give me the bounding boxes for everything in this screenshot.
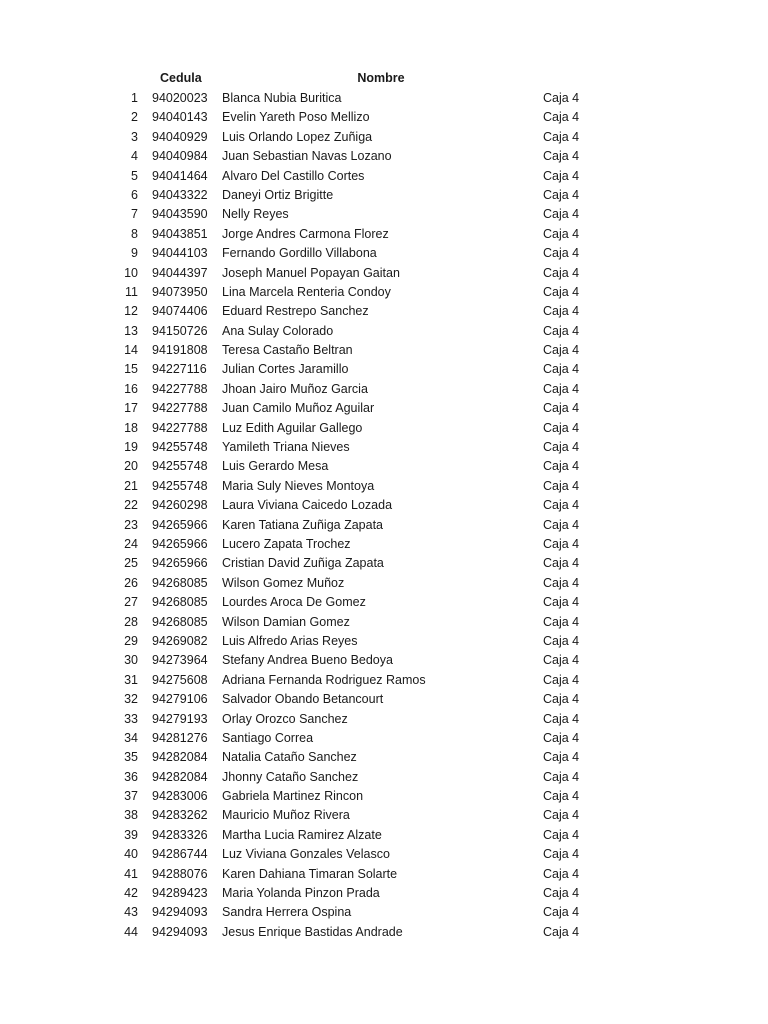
row-number: 1 — [131, 91, 138, 105]
nombre-cell: Joseph Manuel Popayan Gaitan — [222, 265, 400, 280]
table-row — [0, 108, 768, 127]
caja-cell: Caja 4 — [543, 575, 580, 590]
table-row — [0, 205, 768, 224]
table-row — [0, 865, 768, 884]
caja-cell: Caja 4 — [543, 246, 580, 261]
nombre-cell: Cristian David Zuñiga Zapata — [222, 556, 384, 571]
nombre-cell: Stefany Andrea Bueno Bedoya — [222, 653, 393, 668]
row-number: 24 — [124, 536, 138, 551]
row-number: 28 — [124, 614, 138, 629]
row-number: 30 — [124, 653, 138, 668]
cedula-cell: 94255748 — [152, 478, 208, 493]
table-row — [0, 322, 768, 341]
table-row — [0, 845, 768, 864]
row-number: 39 — [124, 827, 138, 842]
table-row — [0, 438, 768, 457]
table-row — [0, 147, 768, 166]
table-row — [0, 613, 768, 632]
caja-cell: Caja 4 — [543, 401, 580, 416]
cedula-cell: 94255748 — [152, 459, 208, 474]
table-row — [0, 264, 768, 283]
row-number: 14 — [124, 343, 138, 358]
cedula-cell: 94227116 — [152, 362, 207, 377]
caja-cell: Caja 4 — [543, 808, 580, 823]
nombre-cell: Jorge Andres Carmona Florez — [222, 226, 389, 241]
nombre-cell: Maria Suly Nieves Montoya — [222, 478, 375, 493]
table-row — [0, 244, 768, 263]
cedula-cell: 94268085 — [152, 575, 208, 590]
caja-cell: Caja 4 — [543, 633, 580, 648]
cedula-cell: 94041464 — [152, 168, 208, 183]
caja-cell: Caja 4 — [543, 653, 580, 668]
caja-cell: Caja 4 — [543, 265, 580, 280]
nombre-cell: Wilson Damian Gomez — [222, 614, 350, 629]
row-number: 3 — [131, 129, 138, 144]
nombre-cell: Fernando Gordillo Villabona — [222, 246, 377, 261]
nombre-cell: Lina Marcela Renteria Condoy — [222, 284, 391, 299]
caja-cell: Caja 4 — [543, 886, 580, 901]
nombre-cell: Juan Sebastian Navas Lozano — [222, 149, 392, 164]
table-row — [0, 768, 768, 787]
table-row — [0, 283, 768, 302]
caja-cell: Caja 4 — [543, 866, 580, 881]
row-number: 13 — [124, 323, 138, 338]
table-row — [0, 89, 768, 108]
nombre-cell: Natalia Cataño Sanchez — [222, 750, 357, 765]
row-number: 6 — [131, 187, 138, 202]
table-row — [0, 651, 768, 670]
cedula-cell: 94020023 — [152, 91, 208, 105]
caja-cell: Caja 4 — [543, 362, 580, 377]
table-row — [0, 496, 768, 515]
row-number: 43 — [124, 905, 138, 920]
row-number: 16 — [124, 381, 138, 396]
caja-cell: Caja 4 — [543, 323, 580, 338]
nombre-cell: Luz Viviana Gonzales Velasco — [222, 847, 390, 862]
caja-cell: Caja 4 — [543, 440, 580, 455]
table-row — [0, 360, 768, 379]
nombre-cell: Evelin Yareth Poso Mellizo — [222, 110, 370, 125]
table-row — [0, 128, 768, 147]
nombre-cell: Orlay Orozco Sanchez — [222, 711, 348, 726]
cedula-cell: 94269082 — [152, 633, 208, 648]
caja-cell: Caja 4 — [543, 769, 580, 784]
header-nombre: Nombre — [357, 71, 405, 85]
caja-cell: Caja 4 — [543, 284, 580, 299]
header-cedula: Cedula — [160, 71, 202, 85]
nombre-cell: Luis Alfredo Arias Reyes — [222, 633, 358, 648]
caja-cell: Caja 4 — [543, 381, 580, 396]
cedula-cell: 94268085 — [152, 614, 208, 629]
cedula-cell: 94273964 — [152, 653, 208, 668]
caja-cell: Caja 4 — [543, 498, 580, 513]
cedula-cell: 94283262 — [152, 808, 208, 823]
row-number: 26 — [124, 575, 138, 590]
row-number: 20 — [124, 459, 138, 474]
nombre-cell: Alvaro Del Castillo Cortes — [222, 168, 365, 183]
cedula-cell: 94279106 — [152, 692, 208, 707]
cedula-cell: 94043590 — [152, 207, 208, 222]
cedula-cell: 94294093 — [152, 905, 208, 920]
table-row — [0, 554, 768, 573]
nombre-cell: Laura Viviana Caicedo Lozada — [222, 498, 393, 513]
row-number: 12 — [124, 304, 138, 319]
cedula-cell: 94040984 — [152, 149, 208, 164]
table-row — [0, 535, 768, 554]
cedula-cell: 94043851 — [152, 226, 208, 241]
caja-cell: Caja 4 — [543, 556, 580, 571]
nombre-cell: Gabriela Martinez Rincon — [222, 789, 364, 804]
nombre-cell: Ana Sulay Colorado — [222, 323, 334, 338]
table-row — [0, 225, 768, 244]
table-row — [0, 477, 768, 496]
table-row — [0, 380, 768, 399]
cedula-cell: 94275608 — [152, 672, 208, 687]
row-number: 31 — [124, 672, 138, 687]
cedula-cell: 94044103 — [152, 246, 208, 261]
nombre-cell: Luis Orlando Lopez Zuñiga — [222, 129, 373, 144]
caja-cell: Caja 4 — [543, 187, 580, 202]
cedula-cell: 94283006 — [152, 789, 208, 804]
nombre-cell: Maria Yolanda Pinzon Prada — [222, 886, 380, 901]
nombre-cell: Daneyi Ortiz Brigitte — [222, 187, 334, 202]
cedula-cell: 94040143 — [152, 110, 208, 125]
nombre-cell: Sandra Herrera Ospina — [222, 905, 352, 920]
row-number: 21 — [124, 478, 138, 493]
table-row — [0, 826, 768, 845]
table-row — [0, 419, 768, 438]
cedula-cell: 94227788 — [152, 381, 208, 396]
table-row — [0, 186, 768, 205]
nombre-cell: Lucero Zapata Trochez — [222, 536, 351, 551]
row-number: 2 — [131, 110, 138, 125]
caja-cell: Caja 4 — [543, 420, 580, 435]
table-body — [0, 89, 768, 942]
table-row — [0, 671, 768, 690]
cedula-cell: 94227788 — [152, 420, 208, 435]
caja-cell: Caja 4 — [543, 129, 580, 144]
caja-cell: Caja 4 — [543, 226, 580, 241]
nombre-cell: Luz Edith Aguilar Gallego — [222, 420, 363, 435]
table-row — [0, 399, 768, 418]
caja-cell: Caja 4 — [543, 750, 580, 765]
row-number: 9 — [131, 246, 138, 261]
nombre-cell: Martha Lucia Ramirez Alzate — [222, 827, 382, 842]
caja-cell: Caja 4 — [543, 343, 580, 358]
nombre-cell: Adriana Fernanda Rodriguez Ramos — [222, 672, 426, 687]
cedula-cell: 94044397 — [152, 265, 208, 280]
table-row — [0, 167, 768, 186]
row-number: 33 — [124, 711, 138, 726]
table-row — [0, 884, 768, 903]
row-number: 15 — [124, 362, 138, 377]
row-number: 22 — [124, 498, 138, 513]
row-number: 27 — [124, 595, 138, 610]
row-number: 44 — [124, 924, 138, 939]
cedula-cell: 94265966 — [152, 536, 208, 551]
row-number: 35 — [124, 750, 138, 765]
cedula-cell: 94043322 — [152, 187, 208, 202]
nombre-cell: Lourdes Aroca De Gomez — [222, 595, 366, 610]
caja-cell: Caja 4 — [543, 207, 580, 222]
cedula-cell: 94268085 — [152, 595, 208, 610]
row-number: 42 — [124, 886, 138, 901]
table-row — [0, 903, 768, 922]
row-number: 7 — [131, 207, 138, 222]
caja-cell: Caja 4 — [543, 91, 580, 105]
caja-cell: Caja 4 — [543, 711, 580, 726]
row-number: 37 — [124, 789, 138, 804]
row-number: 29 — [124, 633, 138, 648]
table-row — [0, 748, 768, 767]
table-row — [0, 341, 768, 360]
caja-cell: Caja 4 — [543, 614, 580, 629]
caja-cell: Caja 4 — [543, 905, 580, 920]
nombre-cell: Yamileth Triana Nieves — [222, 440, 350, 455]
cedula-cell: 94281276 — [152, 730, 208, 745]
cedula-cell: 94227788 — [152, 401, 208, 416]
nombre-cell: Blanca Nubia Buritica — [222, 91, 342, 105]
nombre-cell: Karen Dahiana Timaran Solarte — [222, 866, 398, 881]
table-row — [0, 923, 768, 942]
row-number: 19 — [124, 440, 138, 455]
row-number: 11 — [125, 284, 138, 299]
table-row — [0, 729, 768, 748]
cedula-cell: 94260298 — [152, 498, 208, 513]
caja-cell: Caja 4 — [543, 730, 580, 745]
nombre-cell: Nelly Reyes — [222, 207, 289, 222]
row-number: 4 — [131, 149, 138, 164]
caja-cell: Caja 4 — [543, 672, 580, 687]
nombre-cell: Jhonny Cataño Sanchez — [222, 769, 359, 784]
row-number: 17 — [124, 401, 138, 416]
cedula-cell: 94288076 — [152, 866, 208, 881]
nombre-cell: Luis Gerardo Mesa — [222, 459, 329, 474]
caja-cell: Caja 4 — [543, 459, 580, 474]
caja-cell: Caja 4 — [543, 149, 580, 164]
cedula-cell: 94073950 — [152, 284, 208, 299]
row-number: 18 — [124, 420, 138, 435]
caja-cell: Caja 4 — [543, 168, 580, 183]
cedula-cell: 94289423 — [152, 886, 208, 901]
row-number: 25 — [124, 556, 138, 571]
table-row — [0, 690, 768, 709]
cedula-cell: 94286744 — [152, 847, 208, 862]
row-number: 8 — [131, 226, 138, 241]
cedula-cell: 94074406 — [152, 304, 208, 319]
caja-cell: Caja 4 — [543, 517, 580, 532]
cedula-cell: 94283326 — [152, 827, 208, 842]
cedula-cell: 94282084 — [152, 769, 208, 784]
caja-cell: Caja 4 — [543, 536, 580, 551]
table-row — [0, 574, 768, 593]
row-number: 34 — [124, 730, 138, 745]
cedula-cell: 94255748 — [152, 440, 208, 455]
nombre-cell: Teresa Castaño Beltran — [222, 343, 353, 358]
cedula-cell: 94040929 — [152, 129, 208, 144]
table-row — [0, 710, 768, 729]
nombre-cell: Wilson Gomez Muñoz — [222, 575, 345, 590]
table-row — [0, 806, 768, 825]
caja-cell: Caja 4 — [543, 304, 580, 319]
row-number: 36 — [124, 769, 138, 784]
caja-cell: Caja 4 — [543, 595, 580, 610]
cedula-cell: 94265966 — [152, 517, 208, 532]
row-number: 38 — [124, 808, 138, 823]
row-number: 41 — [124, 866, 138, 881]
caja-cell: Caja 4 — [543, 924, 580, 939]
table-header-row — [0, 68, 768, 89]
table-row — [0, 302, 768, 321]
table-row — [0, 632, 768, 651]
nombre-cell: Karen Tatiana Zuñiga Zapata — [222, 517, 383, 532]
cedula-cell: 94282084 — [152, 750, 208, 765]
nombre-cell: Santiago Correa — [222, 730, 314, 745]
table-row — [0, 593, 768, 612]
nombre-cell: Julian Cortes Jaramillo — [222, 362, 349, 377]
caja-cell: Caja 4 — [543, 847, 580, 862]
nombre-cell: Jesus Enrique Bastidas Andrade — [222, 924, 403, 939]
cedula-cell: 94265966 — [152, 556, 208, 571]
caja-cell: Caja 4 — [543, 110, 580, 125]
table-row — [0, 457, 768, 476]
cedula-cell: 94279193 — [152, 711, 208, 726]
caja-cell: Caja 4 — [543, 827, 580, 842]
row-number: 5 — [131, 168, 138, 183]
nombre-cell: Eduard Restrepo Sanchez — [222, 304, 369, 319]
nombre-cell: Jhoan Jairo Muñoz Garcia — [222, 381, 368, 396]
cedula-cell: 94150726 — [152, 323, 208, 338]
caja-cell: Caja 4 — [543, 478, 580, 493]
cedula-cell: 94294093 — [152, 924, 208, 939]
data-table — [0, 68, 768, 942]
caja-cell: Caja 4 — [543, 789, 580, 804]
row-number: 23 — [124, 517, 138, 532]
cedula-cell: 94191808 — [152, 343, 208, 358]
nombre-cell: Salvador Obando Betancourt — [222, 692, 384, 707]
nombre-cell: Juan Camilo Muñoz Aguilar — [222, 401, 375, 416]
table-row — [0, 516, 768, 535]
table-row — [0, 787, 768, 806]
row-number: 32 — [124, 692, 138, 707]
row-number: 40 — [124, 847, 138, 862]
row-number: 10 — [124, 265, 138, 280]
caja-cell: Caja 4 — [543, 692, 580, 707]
nombre-cell: Mauricio Muñoz Rivera — [222, 808, 350, 823]
